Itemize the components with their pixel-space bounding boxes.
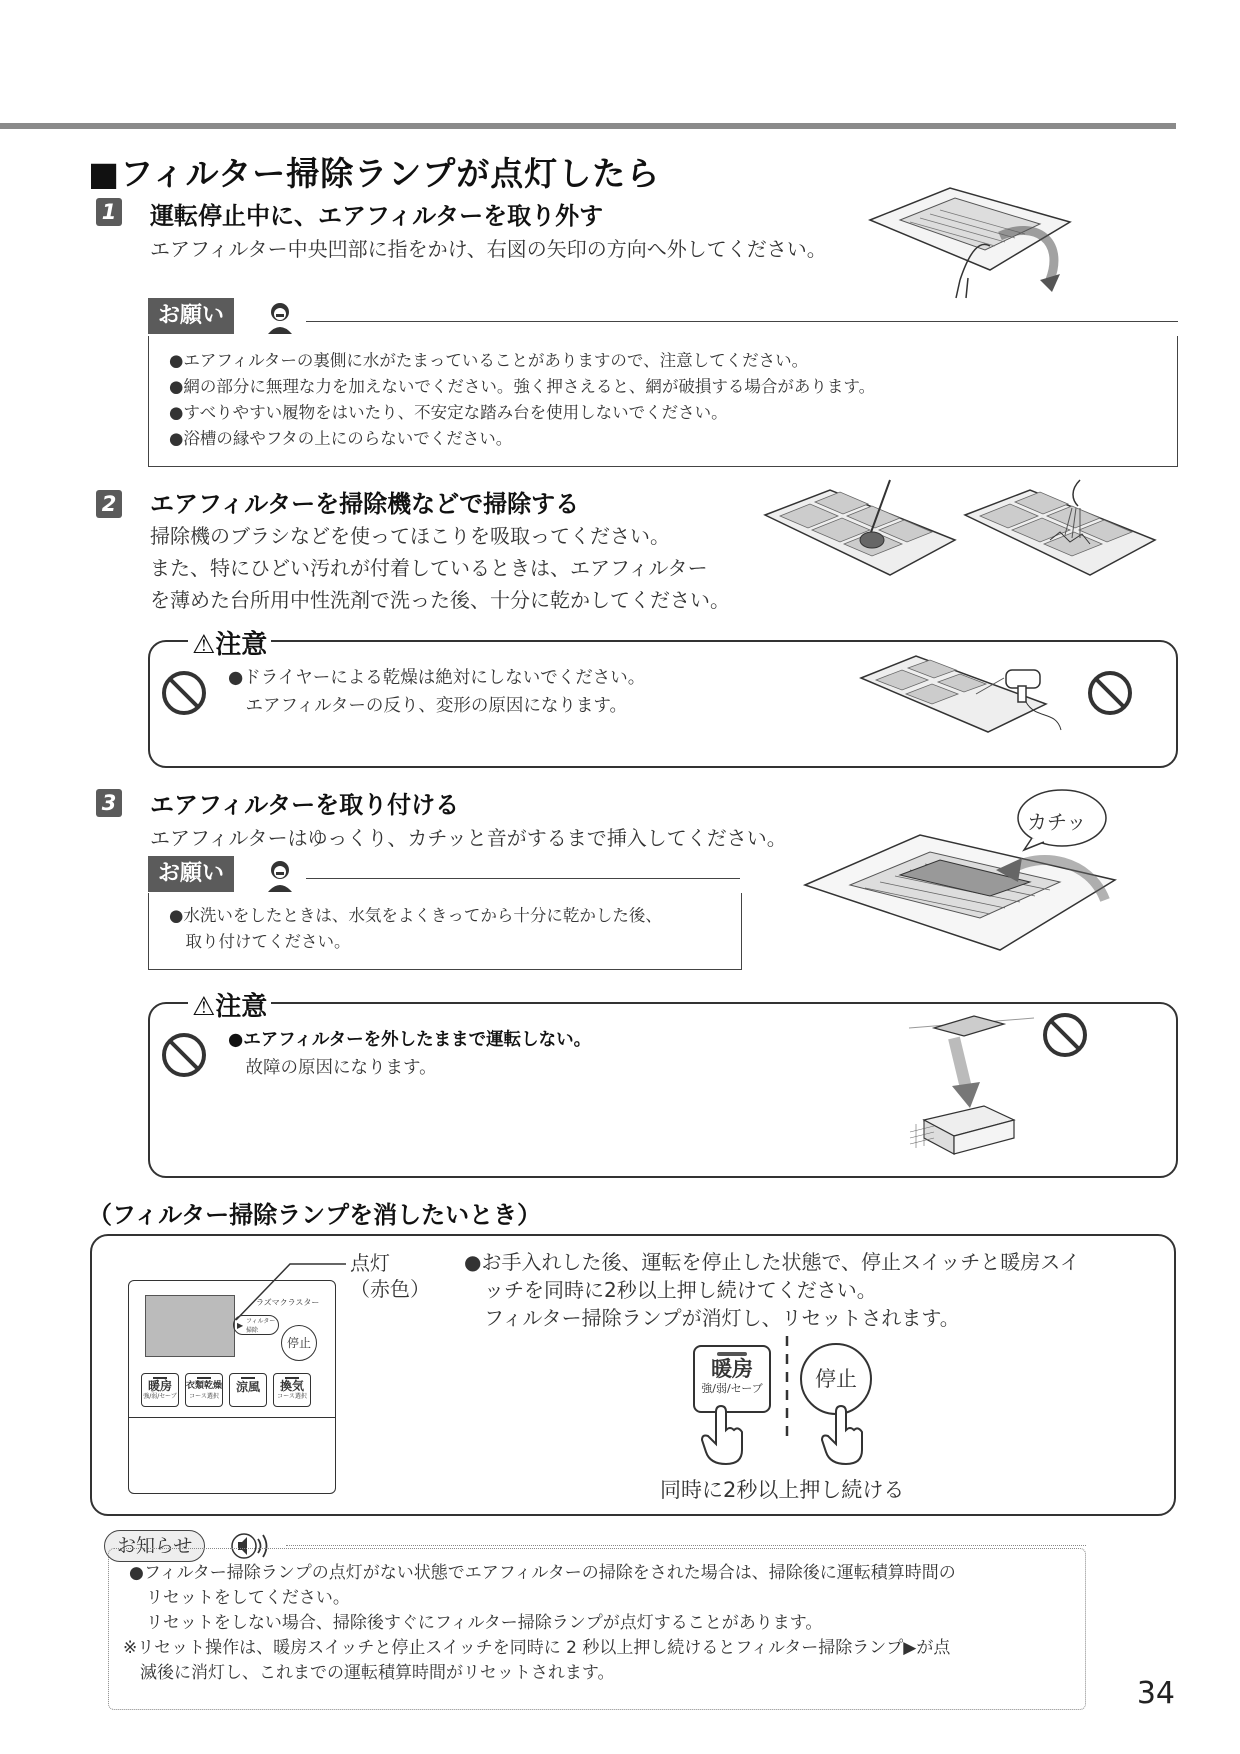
click-sound-text: カチッ	[1027, 810, 1087, 834]
request-box	[148, 893, 742, 970]
step-text: を薄めた台所用中性洗剤で洗った後、十分に乾かしてください。	[150, 588, 730, 612]
dashed-separator	[784, 1336, 790, 1442]
step-number: 1	[96, 198, 122, 226]
stop-button-large[interactable]: 停止	[800, 1343, 872, 1415]
request-header	[148, 298, 234, 334]
lamp-label-line: 点灯	[350, 1251, 390, 1275]
page-number: 34	[1136, 1676, 1175, 1711]
step-text: 掃除機のブラシなどを使ってほこりを吸取ってください。	[150, 524, 670, 548]
step-number: 2	[96, 490, 122, 518]
remote-stop-button[interactable]: 停止	[281, 1325, 317, 1361]
step-title: 運転停止中に、エアフィルターを取り外す	[150, 202, 604, 230]
remove-filter-illustration	[860, 180, 1080, 300]
step-title: エアフィルターを取り付ける	[150, 791, 460, 819]
remote-display	[145, 1295, 235, 1357]
filter-lamp-label: フィルター掃除	[246, 1318, 276, 1334]
button-sublabel: 強/弱/セーブ	[701, 1382, 763, 1395]
button-label: 衣類乾燥	[186, 1381, 223, 1391]
step-text: エアフィルターはゆっくり、カチッと音がするまで挿入してください。	[150, 826, 787, 850]
notice-box	[108, 1548, 1086, 1710]
insert-filter-illustration	[800, 830, 1120, 960]
notice-line: ※リセット操作は、暖房スイッチと停止スイッチを同時に 2 秒以上押し続けるとフィルター掃除ランプ▶が点	[123, 1638, 951, 1658]
warning-person-icon	[262, 858, 298, 894]
request-label: お願い	[148, 298, 234, 334]
divider	[306, 878, 740, 879]
section-title: ■フィルター掃除ランプが点灯したら	[88, 154, 661, 193]
notice-line: 滅後に消灯し、これまでの運転積算時間がリセットされます。	[123, 1663, 615, 1683]
caution-text: エアフィルターの反り、変形の原因になります。	[228, 696, 627, 716]
divider	[306, 321, 1178, 322]
caution-text: ●ドライヤーによる乾燥は絶対にしないでください。	[228, 668, 646, 688]
request-label: お願い	[148, 856, 234, 892]
prohibited-icon	[161, 1032, 207, 1078]
heat-button-large[interactable]	[693, 1345, 771, 1413]
pressing-finger-icon	[820, 1406, 866, 1466]
lamp-instruction: ッチを同時に2秒以上押し続けてください。	[464, 1278, 877, 1302]
prohibited-icon	[1042, 1012, 1088, 1058]
request-item: ●すべりやすい履物をはいたり、不安定な踏み台を使用しないでください。	[169, 403, 728, 422]
lamp-instruction: ●お手入れした後、運転を停止した状態で、停止スイッチと暖房スイ	[464, 1250, 1080, 1274]
prohibited-icon	[1087, 670, 1133, 716]
button-label: 涼風	[235, 1380, 260, 1394]
notice-line: ●フィルター掃除ランプの点灯がない状態でエアフィルターの掃除をされた場合は、掃除後に運転積算時間の	[129, 1563, 956, 1583]
button-label: 暖房	[147, 1379, 172, 1393]
request-item: ●網の部分に無理な力を加えないでください。強く押さえると、網が破損する場合があります。	[169, 377, 876, 396]
request-box	[148, 336, 1178, 467]
remote-divider	[129, 1417, 335, 1418]
lamp-label-line: （赤色）	[350, 1277, 430, 1301]
lamp-section-title: （フィルター掃除ランプを消したいとき）	[88, 1201, 542, 1229]
caution-label: ⚠注意	[188, 986, 271, 1023]
notice-line: リセットをしない場合、掃除後すぐにフィルター掃除ランプが点灯することがあります。	[129, 1613, 823, 1633]
request-item: 取り付けてください。	[169, 932, 351, 951]
button-label: 暖房	[711, 1357, 753, 1381]
warning-person-icon	[262, 300, 298, 336]
remote-ventilation-button[interactable]	[273, 1373, 311, 1407]
lamp-pointer-line	[230, 1262, 350, 1324]
filter-removed-unit-illustration	[904, 1008, 1044, 1168]
remote-dry-button[interactable]	[185, 1373, 223, 1407]
remote-brand: ラズマクラスター	[256, 1298, 320, 1307]
notice-line: リセットをしてください。	[129, 1588, 350, 1608]
button-sublabel: コース選択	[277, 1393, 307, 1400]
notice-label: お知らせ	[104, 1530, 205, 1562]
hairdryer-filter-illustration	[856, 650, 1066, 750]
request-item: ●浴槽の縁やフタの上にのらないでください。	[169, 429, 513, 448]
button-sublabel: 強/弱/セーブ	[143, 1393, 177, 1400]
step-title: エアフィルターを掃除機などで掃除する	[150, 490, 580, 518]
step-number: 3	[96, 789, 122, 817]
divider	[286, 1545, 1086, 1546]
request-item: ●水洗いをしたときは、水気をよくきってから十分に乾かした後、	[169, 906, 662, 925]
caution-text: ●エアフィルターを外したままで運転しない。	[228, 1030, 592, 1050]
pressing-finger-icon	[700, 1406, 746, 1466]
top-rule	[0, 123, 1176, 129]
remote-cool-breeze-button[interactable]	[229, 1373, 267, 1407]
step-text: また、特にひどい汚れが付着しているときは、エアフィルター	[150, 556, 708, 580]
caution-text: 故障の原因になります。	[228, 1058, 437, 1078]
wash-filter-illustration	[960, 480, 1160, 610]
button-label: 換気	[279, 1379, 304, 1393]
lamp-label	[350, 1250, 430, 1302]
step-text: エアフィルター中央凹部に指をかけ、右図の矢印の方向へ外してください。	[150, 237, 827, 261]
caution-label: ⚠注意	[188, 624, 271, 661]
request-item: ●エアフィルターの裏側に水がたまっていることがありますので、注意してください。	[169, 351, 809, 370]
vacuum-filter-illustration	[760, 480, 960, 610]
press-caption: 同時に2秒以上押し続ける	[660, 1478, 905, 1502]
lamp-indicator-icon: ▶	[237, 1321, 244, 1330]
lamp-instruction: フィルター掃除ランプが消灯し、リセットされます。	[464, 1306, 960, 1330]
prohibited-icon	[161, 670, 207, 716]
request-header	[148, 856, 234, 892]
button-sublabel: コース選択	[189, 1393, 219, 1400]
remote-heat-button[interactable]	[141, 1373, 179, 1407]
